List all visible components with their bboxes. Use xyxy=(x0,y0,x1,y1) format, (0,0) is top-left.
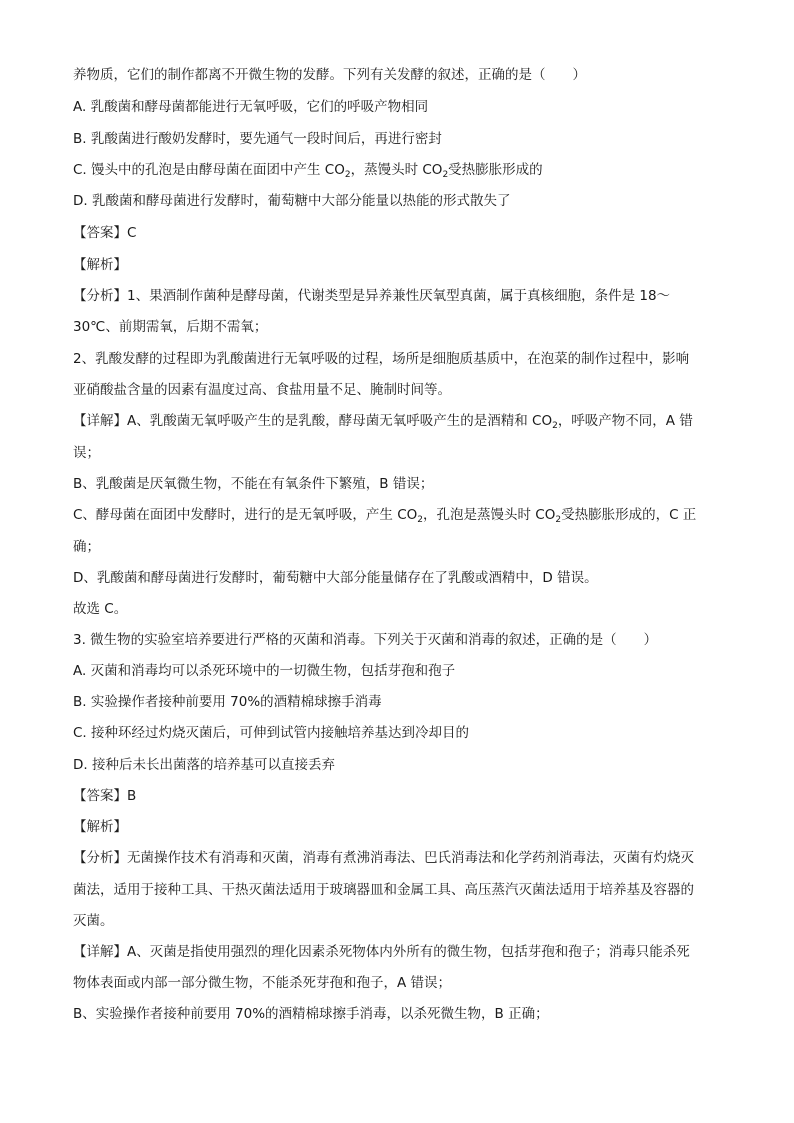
q2-xiangjie-a xyxy=(73,411,734,431)
q2-conclusion: 故选 C。 xyxy=(73,601,128,617)
q2-xiangjie-c-tail: 确； xyxy=(73,539,100,555)
q2-fenxi-line-4: 亚硝酸盐含量的因素有温度过高、食盐用量不足、腌制时间等。 xyxy=(73,382,451,398)
q2-option-a: A. 乳酸菌和酵母菌都能进行无氧呼吸，它们的呼吸产物相同 xyxy=(73,99,429,115)
q2-stem-tail: 养物质，它们的制作都离不开微生物的发酵。下列有关发酵的叙述，正确的是（ ） xyxy=(73,67,586,83)
q2-xiangjie-a-pre: 【详解】A、乳酸菌无氧呼吸产生的是乳酸，酵母菌无氧呼吸产生的是酒精和 CO xyxy=(73,413,553,429)
q3-xiangjie-b: B、实验操作者接种前要用 70%的酒精棉球擦手消毒，以杀死微生物，B 正确； xyxy=(73,1006,549,1022)
q2-option-c-sub1: 2 xyxy=(344,170,351,180)
q2-xiangjie-a-tail: 误； xyxy=(73,445,100,461)
q2-fenxi-line-1: 【分析】1、果酒制作菌种是酵母菌，代谢类型是异养兼性厌氧型真菌，属于真核细胞，条件是 18～ xyxy=(73,288,671,304)
q2-option-c-sub2: 2 xyxy=(442,170,449,180)
q3-option-b: B. 实验操作者接种前要用 70%的酒精棉球擦手消毒 xyxy=(73,694,382,710)
q3-fenxi-line-3: 灭菌。 xyxy=(73,913,114,929)
q3-analysis-label: 【解析】 xyxy=(73,819,127,835)
q2-answer: 【答案】C xyxy=(73,225,137,241)
q2-xiangjie-b: B、乳酸菌是厌氧微生物，不能在有氧条件下繁殖，B 错误； xyxy=(73,476,434,492)
q2-fenxi-line-2: 30℃、前期需氧，后期不需氧； xyxy=(73,319,268,335)
q3-stem: 3. 微生物的实验室培养要进行严格的灭菌和消毒。下列关于灭菌和消毒的叙述，正确的是（ ） xyxy=(73,632,658,648)
q2-option-c-pre: C. 馒头中的孔泡是由酵母菌在面团中产生 CO xyxy=(73,162,345,178)
q2-xiangjie-c-mid: ，孔泡是蒸馒头时 CO xyxy=(423,507,556,523)
q3-xiangjie-line-1: 【详解】A、灭菌是指使用强烈的理化因素杀死物体内外所有的微生物，包括芽孢和孢子；消毒只能杀死 xyxy=(73,944,690,960)
q2-xiangjie-d: D、乳酸菌和酵母菌进行发酵时，葡萄糖中大部分能量储存在了乳酸或酒精中，D 错误。 xyxy=(73,570,598,586)
q2-option-c-post: 受热膨胀形成的 xyxy=(448,162,543,178)
q2-xiangjie-a-post: ，呼吸产物不同，A 错 xyxy=(557,413,693,429)
q3-xiangjie-line-2: 物体表面或内部一部分微生物，不能杀死芽孢和孢子，A 错误； xyxy=(73,975,452,991)
q3-option-a: A. 灭菌和消毒均可以杀死环境中的一切微生物，包括芽孢和孢子 xyxy=(73,663,456,679)
q3-option-d: D. 接种后未长出菌落的培养基可以直接丢弃 xyxy=(73,757,335,773)
q2-xiangjie-c-post: 受热膨胀形成的，C 正 xyxy=(561,507,697,523)
q2-xiangjie-c xyxy=(73,505,734,525)
q3-fenxi-line-1: 【分析】无菌操作技术有消毒和灭菌，消毒有煮沸消毒法、巴氏消毒法和化学药剂消毒法，灭菌有灼烧灭 xyxy=(73,850,694,866)
q3-fenxi-line-2: 菌法，适用于接种工具、干热灭菌法适用于玻璃器皿和金属工具、高压蒸汽灭菌法适用于培养基及容器的 xyxy=(73,882,694,898)
q2-xiangjie-c-pre: C、酵母菌在面团中发酵时，进行的是无氧呼吸，产生 CO xyxy=(73,507,418,523)
q2-xiangjie-c-sub1: 2 xyxy=(417,515,424,525)
q2-fenxi-line-3: 2、乳酸发酵的过程即为乳酸菌进行无氧呼吸的过程，场所是细胞质基质中，在泡菜的制作过程中，影响 xyxy=(73,351,690,367)
q3-option-c: C. 接种环经过灼烧灭菌后，可伸到试管内接触培养基达到冷却目的 xyxy=(73,725,470,741)
q3-answer: 【答案】B xyxy=(73,788,137,804)
q2-option-d: D. 乳酸菌和酵母菌进行发酵时，葡萄糖中大部分能量以热能的形式散失了 xyxy=(73,193,511,209)
q2-analysis-label: 【解析】 xyxy=(73,257,127,273)
q2-xiangjie-a-sub: 2 xyxy=(552,421,558,431)
q2-option-b: B. 乳酸菌进行酸奶发酵时，要先通气一段时间后，再进行密封 xyxy=(73,131,442,147)
q2-option-c xyxy=(73,160,734,180)
q2-xiangjie-c-sub2: 2 xyxy=(555,515,562,525)
q2-option-c-mid: ，蒸馒头时 CO xyxy=(350,162,443,178)
